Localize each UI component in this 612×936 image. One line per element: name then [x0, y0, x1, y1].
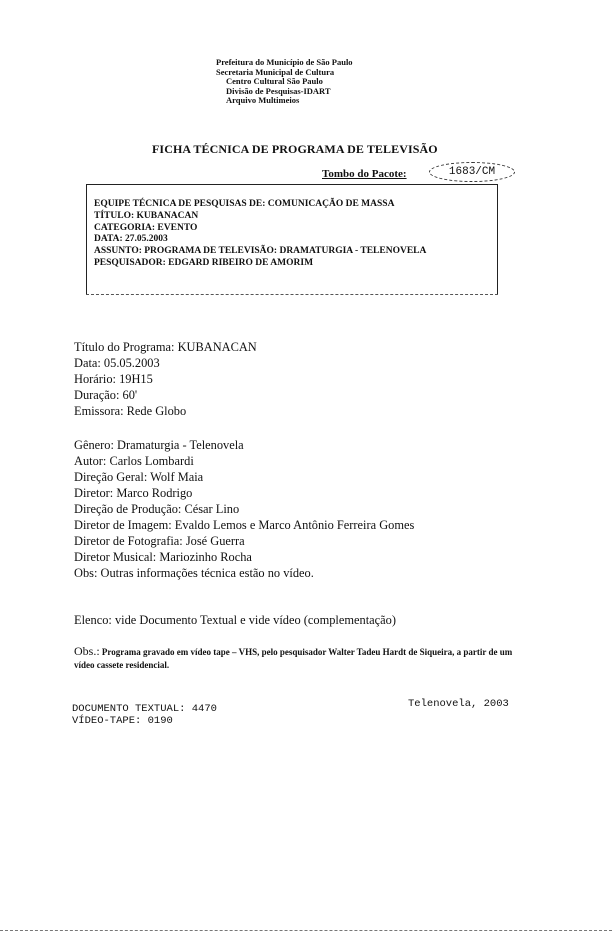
genre-year-stamp: Telenovela, 2003	[408, 698, 509, 710]
credit-obs: Obs: Outras informações técnica estão no vídeo.	[74, 566, 314, 580]
credit-production-direction: Direção de Produção: César Lino	[74, 502, 240, 516]
team-assunto: ASSUNTO: PROGRAMA DE TELEVISÃO: DRAMATURGIA - TELENOVELA	[94, 246, 427, 257]
credit-genre: Gênero: Dramaturgia - Telenovela	[74, 438, 244, 452]
video-tape-number: VÍDEO-TAPE: 0190	[72, 715, 173, 727]
credit-music-director: Diretor Musical: Mariozinho Rocha	[74, 550, 252, 564]
recording-note-label: Obs.:	[74, 644, 100, 658]
recording-note	[74, 645, 514, 672]
credit-photography-director: Diretor de Fotografia: José Guerra	[74, 534, 245, 548]
cast-note: Elenco: vide Documento Textual e vide vídeo (complementação)	[74, 613, 396, 627]
credit-image-director: Diretor de Imagem: Evaldo Lemos e Marco Antônio Ferreira Gomes	[74, 518, 415, 532]
tombo-row	[322, 166, 496, 180]
credit-general-direction: Direção Geral: Wolf Maia	[74, 470, 204, 484]
header-line-prefeitura: Prefeitura do Município de São Paulo	[216, 57, 353, 67]
program-time: Horário: 19H15	[74, 372, 153, 386]
header-line-arquivo: Arquivo Multimeios	[226, 95, 300, 106]
program-title: Título do Programa: KUBANACAN	[74, 340, 257, 354]
program-duration: Duração: 60'	[74, 388, 138, 402]
page-bottom-edge	[0, 930, 612, 931]
program-broadcaster: Emissora: Rede Globo	[74, 404, 187, 418]
recording-note-text: Programa gravado em vídeo tape – VHS, pelo pesquisador Walter Tadeu Hardt de Siqueira, a partir de um vídeo cassete residencial.	[74, 647, 513, 670]
program-date: Data: 05.05.2003	[74, 356, 160, 370]
form-title: FICHA TÉCNICA DE PROGRAMA DE TELEVISÃO	[152, 142, 438, 156]
credit-director: Diretor: Marco Rodrigo	[74, 486, 193, 500]
header-line-secretaria: Secretaria Municipal de Cultura	[216, 66, 335, 77]
tombo-stamp: 1683/CM	[429, 162, 515, 182]
documento-textual-number: DOCUMENTO TEXTUAL: 4470	[72, 703, 217, 715]
team-box-content	[94, 199, 426, 270]
team-titulo: TÍTULO: KUBANACAN	[94, 210, 199, 221]
header-line-divisao: Divisão de Pesquisas-IDART	[226, 85, 331, 96]
program-info	[74, 339, 257, 419]
credit-author: Autor: Carlos Lombardi	[74, 454, 194, 468]
team-box-bottom-border	[86, 294, 498, 295]
team-categoria: CATEGORIA: EVENTO	[94, 222, 198, 233]
header-line-centro-cultural: Centro Cultural São Paulo	[226, 76, 323, 87]
credits-info	[74, 437, 414, 581]
institution-header	[216, 58, 353, 106]
team-data: DATA: 27.05.2003	[94, 234, 168, 245]
team-pesquisador: PESQUISADOR: EDGARD RIBEIRO DE AMORIM	[94, 257, 314, 268]
tombo-label: Tombo do Pacote:	[322, 168, 407, 180]
team-equipe: EQUIPE TÉCNICA DE PESQUISAS DE: COMUNICAÇÃO DE MASSA	[94, 199, 395, 209]
